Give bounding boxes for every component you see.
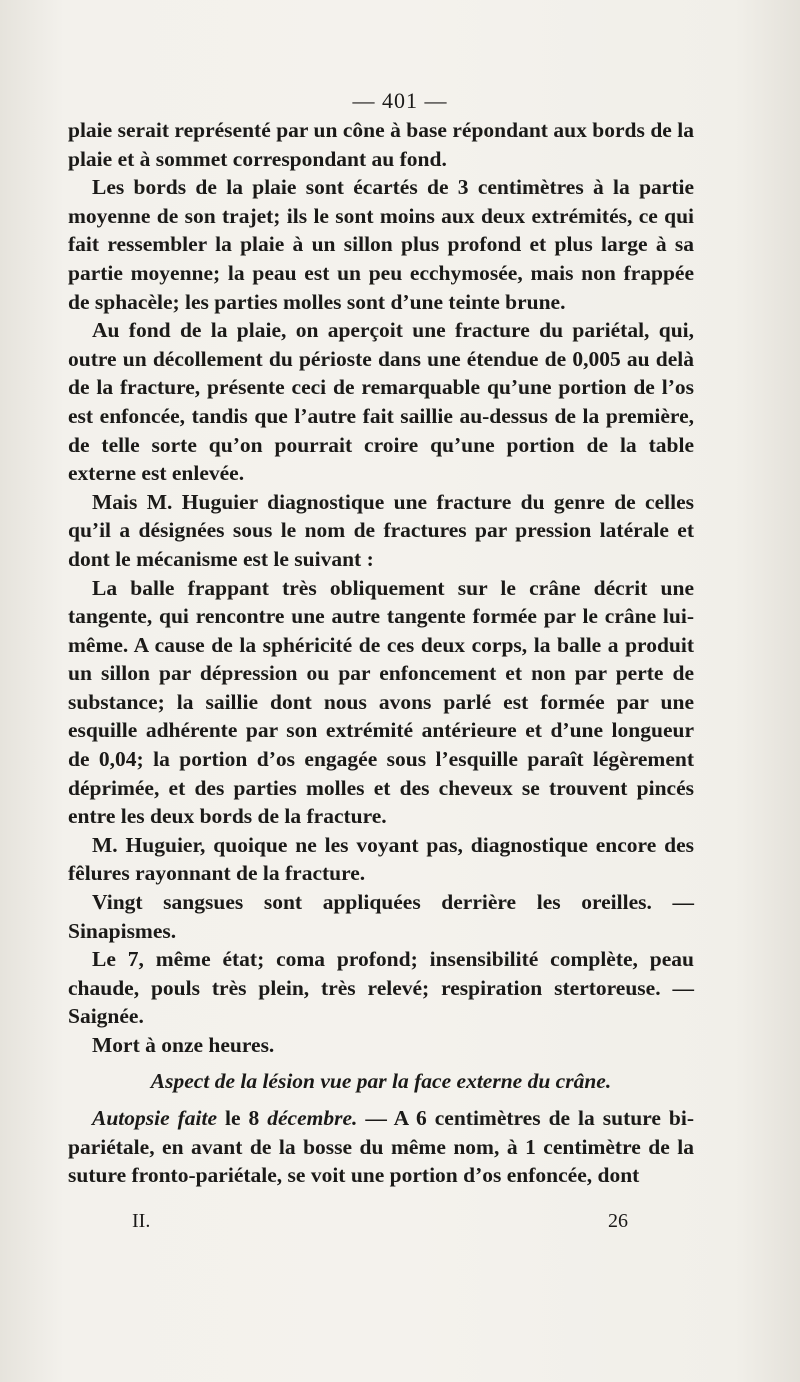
paragraph: Mais M. Huguier diagnostique une fracture du genre de celles qu’il a désignées sous le nom de fractures par pression latérale et dont le mécanisme est le suivant : [68, 489, 694, 571]
autopsy-paragraph [68, 1104, 694, 1190]
signature-mark: II. [132, 1210, 151, 1232]
page-number: — 401 — [352, 88, 448, 113]
paragraph: M. Huguier, quoique ne les voyant pas, diagnostique encore des fêlures rayonnant de la fracture. [68, 832, 694, 886]
body-text [68, 116, 694, 1190]
paragraph: Le 7, même état; coma profond; insensibilité complète, peau chaude, pouls très plein, très relevé; respiration stertoreuse. — Saignée. [68, 947, 694, 1029]
paragraph: Vingt sangsues sont appliquées derrière les oreilles. — Sinapismes. [68, 890, 694, 943]
paragraph: Mort à onze heures. [92, 1033, 275, 1057]
paragraph: Au fond de la plaie, on aperçoit une fracture du pariétal, qui, outre un décollement du périoste dans une étendue de 0,005 au delà de la fracture, présente ceci de remarquable qu’une portion de l’os est enfoncée, tandis que l’autre fait saillie au-dessus de la première, de telle sorte qu’on pourrait croire qu’une portion de la table externe est enlevée. [68, 318, 694, 486]
paragraph: plaie serait représenté par un cône à base répondant aux bords de la plaie et à sommet correspondant au fond. [68, 118, 694, 171]
autopsy-month: décembre. [267, 1106, 358, 1131]
section-caption: Aspect de la lésion vue par la face externe du crâne. [150, 1068, 612, 1093]
autopsy-lead: Autopsie faite [92, 1106, 218, 1131]
paragraph: Les bords de la plaie sont écartés de 3 centimètres à la partie moyenne de son trajet; ils le sont moins aux deux extrémités, ce qui fait ressembler la plaie à un sillon plus profond et plus large à sa partie moyenne; la peau est un peu ecchymosée, mais non frappée de sphacèle; les parties molles sont d’une teinte brune. [68, 175, 694, 314]
autopsy-date-prefix: le 8 [217, 1106, 268, 1131]
autopsy-text: — A 6 centimètres de la suture bi-pariétale, en avant de la bosse du même nom, à 1 centimètre de la suture fronto-pariétale, se voit une portion d’os enfoncée, dont [68, 1106, 694, 1188]
sheet-number: 26 [608, 1210, 628, 1232]
page-footer [132, 1210, 628, 1233]
paragraph: La balle frappant très obliquement sur le crâne décrit une tangente, qui rencontre une autre tangente formée par le crâne lui-même. A cause de la sphéricité de ces deux corps, la balle a produit un sillon par dépression ou par enfoncement et non par perte de substance; la saillie dont nous avons parlé est formée par une esquille adhérente par son extrémité antérieure et d’une longueur de 0,04; la portion d’os engagée sous l’esquille paraît légèrement déprimée, et des parties molles et des cheveux se trouvent pincés entre les deux bords de la fracture. [68, 575, 694, 829]
